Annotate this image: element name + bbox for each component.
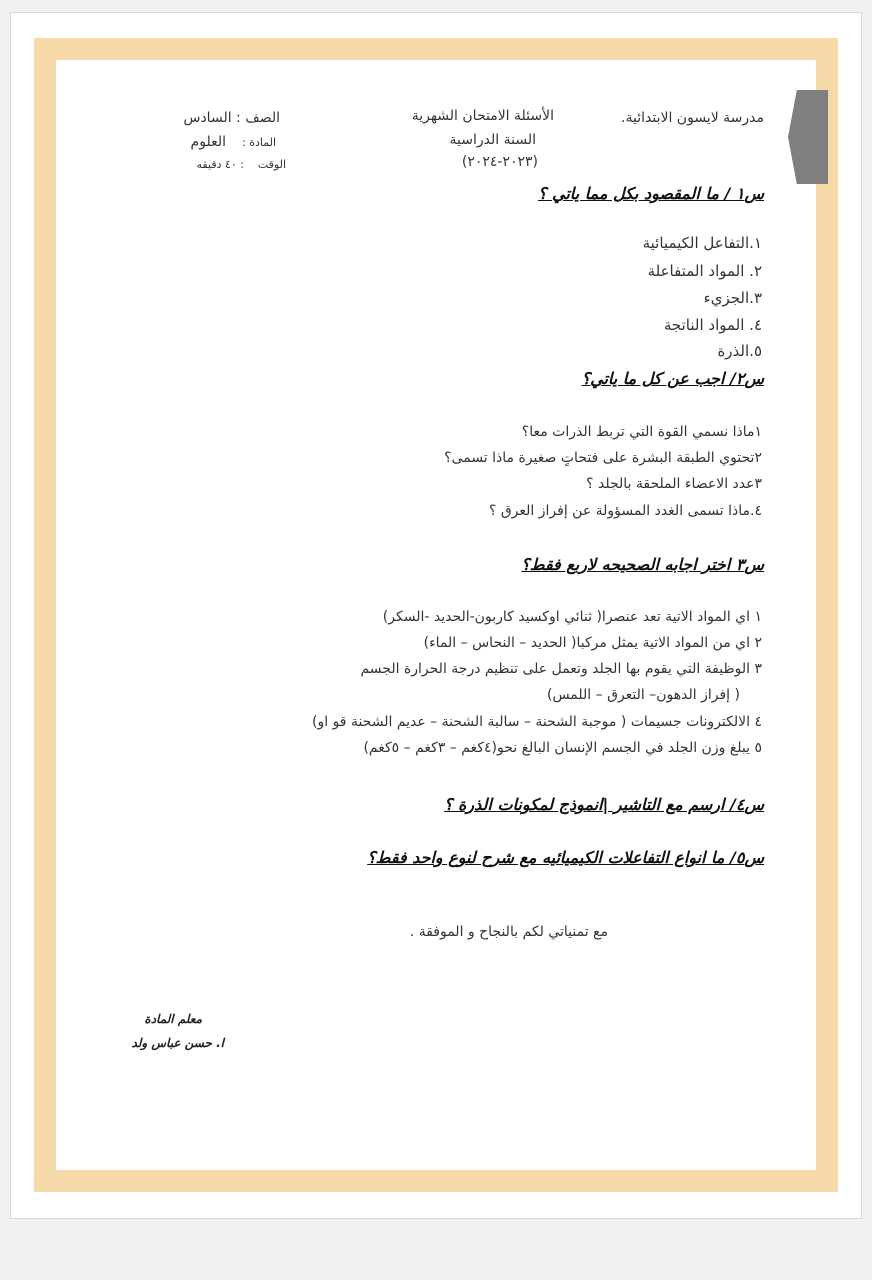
question-2-item-1: ١ماذا نسمي القوة التي تربط الذرات معا؟ [521, 424, 762, 440]
teacher-role: معلم المادة [144, 1012, 202, 1026]
question-2-item-3: ٣عدد الاعضاء الملحقة بالجلد ؟ [586, 476, 762, 492]
question-2-item-4: ٤.ماذا تسمى الغدد المسؤولة عن إفراز العرق ؟ [488, 503, 762, 519]
time-value: : ٤٠ دقيقه [196, 158, 244, 171]
exam-title: الأسئلة الامتحان الشهرية [411, 108, 554, 124]
question-3-item-3: ٣ الوظيفة التي يقوم بها الجلد وتعمل على تنظيم درجة الحرارة الجسم [360, 661, 762, 677]
question-2-title: س٢/ اجب عن كل ما ياتي؟ [581, 369, 764, 388]
question-3-item-4: ٤ الالكترونات جسيمات ( موجبة الشحنة – سالبة الشحنة – عديم الشحنة قو او) [312, 714, 762, 730]
subject-label: المادة : [242, 136, 276, 149]
time-label: الوقت [257, 158, 286, 171]
teacher-name: ا. حسن عباس ولد [131, 1036, 224, 1050]
question-5-title: س٥/ ما انواع التفاعلات الكيميائيه مع شرح لنوع واحد فقط؟ [367, 848, 764, 867]
school-name: مدرسة لايسون الابتدائية. [621, 110, 764, 126]
question-2-item-2: ٢تحتوي الطبقة البشرة على فتحاتٍ صغيرة ماذا تسمى؟ [444, 450, 762, 466]
question-1-item-4: ٤. المواد الناتجة [663, 316, 762, 334]
subject-value: العلوم [190, 134, 226, 150]
question-4-title: س٤/ ارسم مع التاشير |انموذج لمكونات الذرة ؟ [443, 795, 764, 814]
question-1-title: س١ / ما المقصود بكل مما ياتي ؟ [537, 184, 764, 203]
question-3-title: س٣ اختر اجابه الصحيحه لاربع فقط؟ [521, 555, 764, 574]
question-1-item-3: ٣.الجزيء [703, 289, 762, 307]
question-1-item-1: ١.التفاعل الكيميائية [642, 234, 762, 252]
question-1-item-2: ٢. المواد المتفاعلة [647, 262, 762, 280]
closing-wishes: مع تمنياتي لكم بالنجاح و الموفقة . [409, 924, 608, 940]
year-value: (٢٠٢٣-٢٠٢٤) [461, 154, 538, 170]
question-3-item-2: ٢ اي من المواد الاتية يمثل مركبا( الحديد – النحاس – الماء) [423, 635, 762, 651]
year-label: السنة الدراسية [449, 132, 536, 148]
grade-label: الصف : السادس [183, 110, 280, 126]
question-1-item-5: ٥.الذرة [717, 342, 762, 360]
question-3-item-3-options: ( إفراز الدهون– التعرق – اللمس) [547, 687, 740, 703]
question-3-item-1: ١ اي المواد الاتية تعد عنصرا( ثنائي اوكسيد كاربون-الحديد -السكر) [382, 609, 762, 625]
question-3-item-5: ٥ يبلغ وزن الجلد في الجسم الإنسان البالغ نحو(٤كغم – ٣كغم – ٥كغم) [363, 740, 762, 756]
